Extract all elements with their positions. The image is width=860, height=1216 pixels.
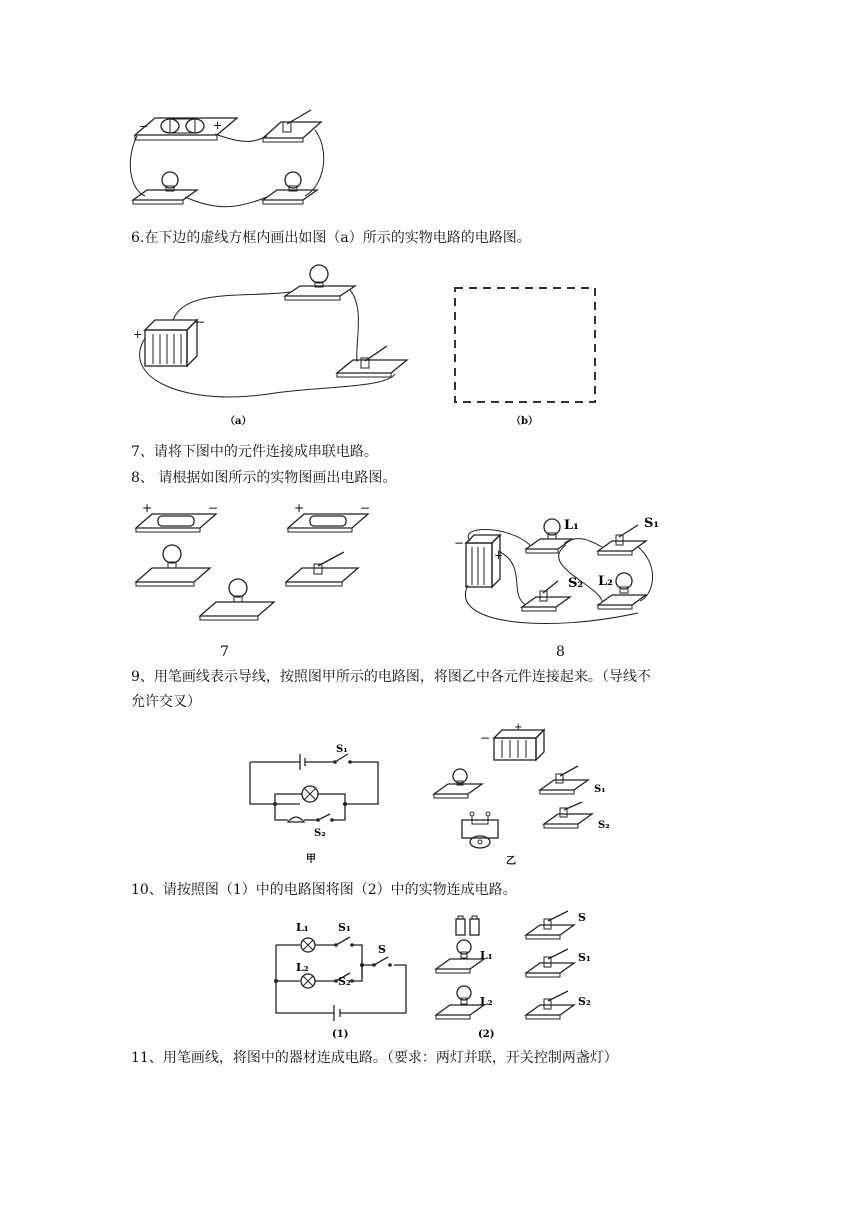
battery1-plus-sign: +	[142, 501, 153, 515]
battery-minus-sign: −	[480, 731, 491, 745]
comp-S-label: S	[578, 911, 586, 924]
sch-S-label: S	[378, 943, 386, 956]
figure-7-caption: 7	[220, 644, 229, 660]
battery-plus-sign: +	[514, 722, 523, 733]
battery-plus-sign: +	[133, 328, 143, 341]
figure-9-jia-schematic	[240, 742, 390, 867]
figure-10-1-label: (1)	[332, 1029, 349, 1040]
comp-S1-label: S₁	[578, 951, 591, 964]
question-8: 8、 请根据如图所示的实物图画出电路图。	[131, 470, 397, 486]
sch-L2-label: L₂	[296, 961, 309, 974]
battery-minus-sign: −	[454, 536, 465, 550]
comp-S2-label: S₂	[578, 995, 591, 1008]
top-circuit-figure	[125, 100, 335, 220]
lamp-L2-label: L₂	[598, 574, 613, 589]
figure-10-2-label: (2)	[478, 1029, 495, 1040]
yi-S1-label: S₁	[594, 784, 606, 795]
battery1-minus-sign: −	[208, 501, 219, 515]
switch-S1-label: S₁	[644, 516, 660, 531]
figure-9-jia-label: 甲	[306, 854, 316, 865]
figure-9-yi-components	[430, 718, 630, 868]
sch-S1-label: S₁	[338, 921, 351, 934]
figure-10-1-schematic	[262, 915, 417, 1040]
question-6: 6.在下边的虚线方框内画出如图（a）所示的实物电路的电路图。	[131, 230, 531, 246]
sch-L1-label: L₁	[296, 921, 309, 934]
question-9-line2: 允许交叉）	[131, 694, 201, 710]
lamp-L1-label: L₁	[564, 518, 579, 533]
figure-8-circuit	[448, 505, 660, 635]
sch-S2-label: S₂	[338, 975, 351, 988]
battery-plus-sign: +	[213, 119, 223, 132]
yi-S2-label: S₂	[598, 820, 610, 831]
battery2-minus-sign: −	[360, 501, 371, 515]
question-9-line1: 9、用笔画线表示导线，按照图甲所示的电路图，将图乙中各元件连接起来。（导线不	[131, 669, 651, 685]
battery-plus-sign: +	[494, 549, 504, 562]
comp-L1-label: L₁	[480, 949, 493, 962]
figure-8-caption: 8	[556, 644, 565, 660]
battery-minus-sign: −	[139, 120, 149, 133]
question-7: 7、请将下图中的元件连接成串联电路。	[131, 444, 378, 460]
figure-9-yi-label: 乙	[506, 856, 516, 867]
figure-6a-label: （a）	[225, 416, 252, 427]
jia-S1-label: S₁	[336, 744, 348, 755]
question-11: 11、用笔画线，将图中的器材连成电路。（要求：两灯并联，开关控制两盏灯）	[131, 1050, 618, 1066]
figure-6b-label: （b）	[511, 416, 538, 427]
battery-minus-sign: −	[195, 315, 206, 329]
switch-S2-label: S₂	[568, 576, 584, 591]
figure-7-components	[128, 498, 388, 638]
question-10: 10、请按照图（1）中的电路图将图（2）中的实物连成电路。	[131, 882, 517, 898]
battery2-plus-sign: +	[294, 501, 305, 515]
comp-L2-label: L₂	[480, 995, 493, 1008]
jia-S2-label: S₂	[314, 828, 326, 839]
figure-6a-circuit	[125, 258, 425, 428]
figure-6b-dashed-box	[445, 282, 605, 428]
figure-10-2-components	[430, 905, 620, 1045]
